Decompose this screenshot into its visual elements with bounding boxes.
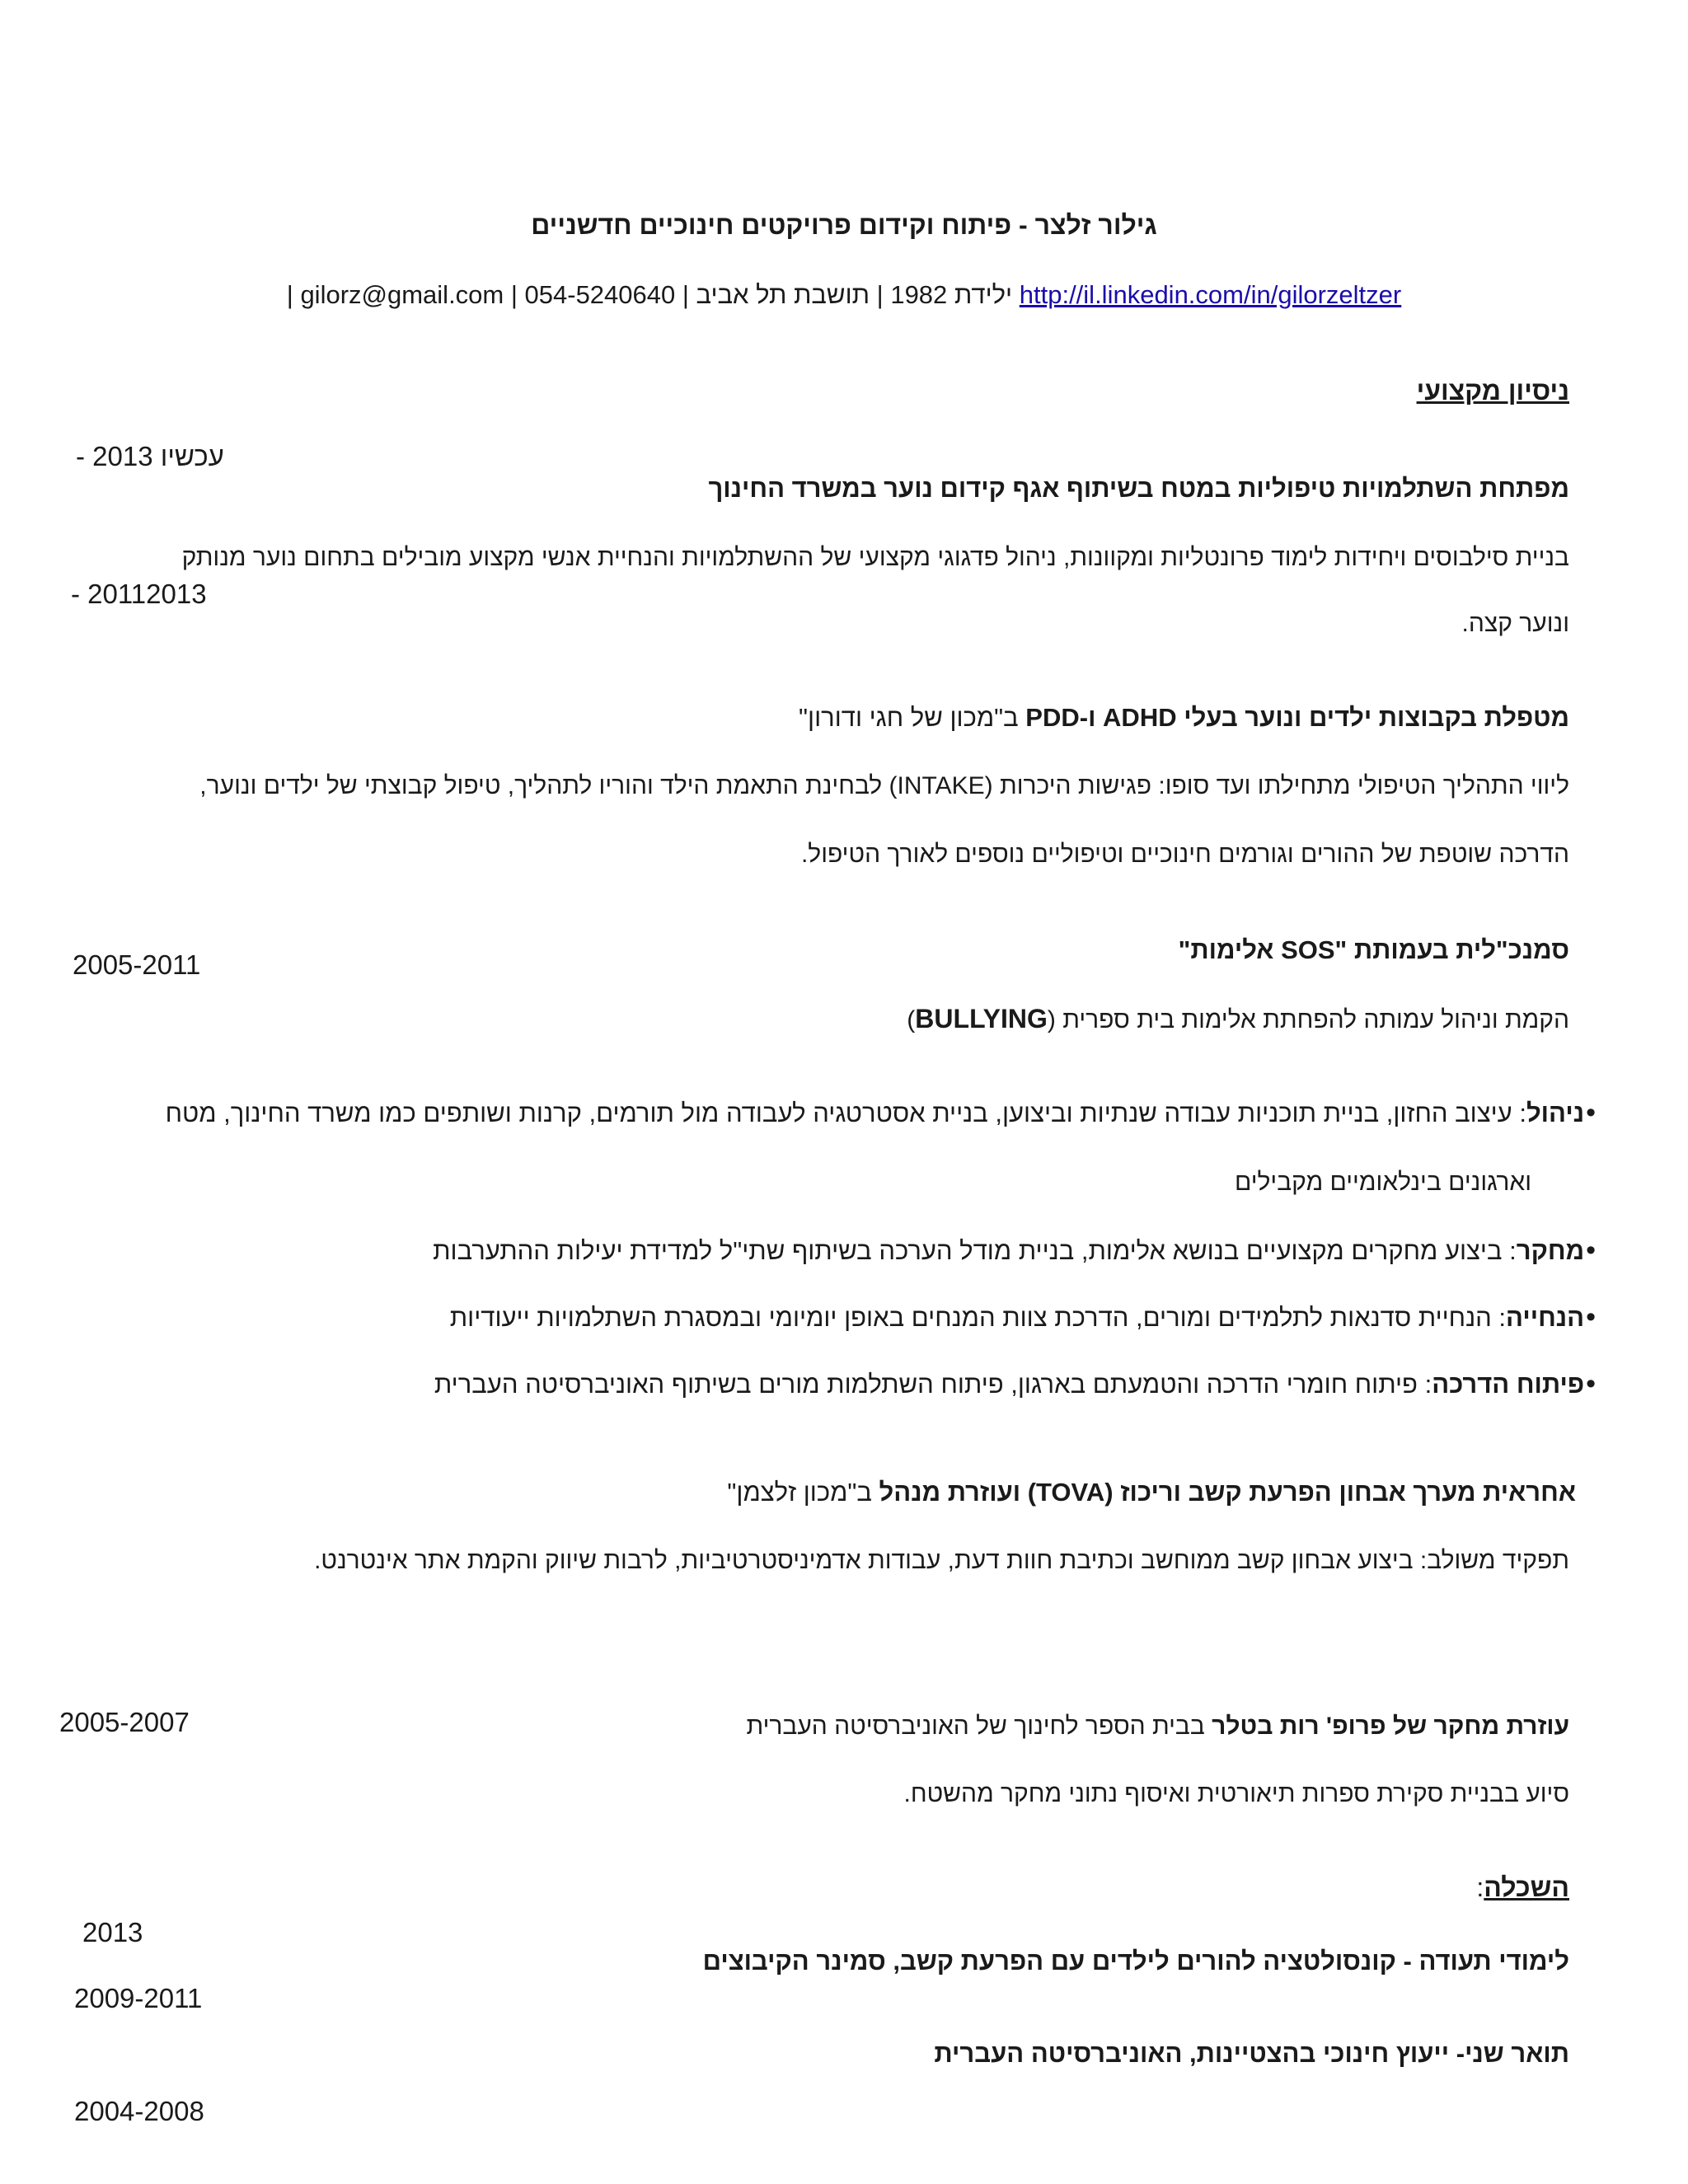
- job4-title-rest: ב"מכון זלצמן": [727, 1478, 879, 1507]
- job2-desc-line2: הדרכה שוטפת של ההורים וגורמים חינוכיים וטיפוליים נוספים לאורך הטיפול.: [800, 841, 1569, 868]
- contact-text: ילידת 1982 | תושבת תל אביב | gilorz@gmail.com | 054-5240640 |: [286, 280, 1013, 309]
- job5-title-bold: עוזרת מחקר של פרופ' רות בטלר: [1212, 1713, 1569, 1740]
- date-2005-2011: 2005-2011: [73, 949, 201, 980]
- bullet-icon: •: [1586, 1235, 1596, 1266]
- bullet-continuation: וארגונים בינלאומיים מקבילים: [1235, 1169, 1531, 1196]
- bullet-label: פיתוח הדרכה: [1432, 1370, 1585, 1399]
- job4-title: [727, 1478, 1576, 1507]
- bullet-icon: •: [1586, 1301, 1596, 1333]
- job3-desc: [907, 1004, 1569, 1034]
- job3-desc-text: הקמת וניהול עמותה להפחתת אלימות בית ספרית (: [1047, 1006, 1569, 1033]
- job2-title: [799, 703, 1569, 733]
- job2-title-rest: ב"מכון של חגי ודורון": [799, 703, 1026, 732]
- bullet-label: הנחייה: [1506, 1303, 1585, 1332]
- job5-title-rest: בבית הספר לחינוך של האוניברסיטה העברית: [746, 1713, 1212, 1740]
- job1-desc-line1: בניית סילבוסים ויחידות לימוד פרונטליות ומקוונות, ניהול פדגוגי מקצועי של ההשתלמויות והנחיית אנשי מקצוע מובילים בתחום נוער מנותק: [181, 544, 1569, 571]
- job3-desc-close: ): [907, 1006, 916, 1033]
- job2-desc-line1: ליווי התהליך הטיפולי מתחילתו ועד סופו: פגישות היכרות (INTAKE) לבחינת התאמת הילד והוריו לתהליך, טיפול קבוצתי של ילדים ונוער,: [199, 772, 1569, 799]
- education-heading-text: השכלה: [1484, 1872, 1569, 1902]
- education-item-2: תואר שני- ייעוץ חינוכי בהצטיינות, האוניברסיטה העברית: [934, 2039, 1569, 2068]
- date-2009-2011: 2009-2011: [74, 1983, 203, 2013]
- date-2005-2007: 2005-2007: [59, 1707, 190, 1737]
- bullet-item: [166, 1099, 1596, 1128]
- job3-title: סמנכ"לית בעמותת "SOS אלימות": [1178, 935, 1569, 964]
- bullet-icon: •: [1586, 1097, 1596, 1128]
- page-title: גילור זלצר - פיתוח וקידום פרויקטים חינוכיים חדשניים: [531, 210, 1157, 240]
- date-2013: 2013: [82, 1917, 143, 1947]
- linkedin-link[interactable]: http://il.linkedin.com/in/gilorzeltzer: [1019, 280, 1402, 309]
- job2-title-bold: מטפלת בקבוצות ילדים ונוער בעלי ADHD ו-PDD: [1025, 703, 1569, 732]
- job4-desc: תפקיד משולב: ביצוע אבחון קשב ממוחשב וכתיבת חוות דעת, עבודות אדמיניסטרטיביות, לרבות שיווק והקמת אתר אינטרנט.: [314, 1547, 1569, 1574]
- bullet-label: ניהול: [1526, 1099, 1585, 1127]
- date-2011-2013: 20112013 -: [71, 579, 207, 609]
- date-2004-2008: 2004-2008: [74, 2096, 204, 2126]
- job5-title: [746, 1713, 1569, 1741]
- bullet-item: [450, 1303, 1596, 1333]
- job1-desc-line2: ונוער קצה.: [1461, 610, 1569, 637]
- education-heading: [1476, 1872, 1569, 1903]
- bullet-text: : ביצוע מחקרים מקצועיים בנושא אלימות, בניית מודל הערכה בשיתוף שתי"ל למדידת יעילות ההתערבות: [433, 1236, 1517, 1265]
- bullet-text: : פיתוח חומרי הדרכה והטמעתם בארגון, פיתוח השתלמות מורים בשיתוף האוניברסיטה העברית: [434, 1370, 1432, 1399]
- bullet-label: מחקר: [1516, 1236, 1585, 1265]
- date-now: עכשיו 2013 -: [76, 441, 224, 471]
- education-item-1: לימודי תעודה - קונסולטציה להורים לילדים עם הפרעת קשב, סמינר הקיבוצים: [702, 1947, 1569, 1975]
- job3-desc-word: BULLYING: [915, 1004, 1048, 1033]
- contact-line: [0, 280, 1688, 310]
- education-heading-colon: :: [1476, 1872, 1484, 1902]
- job4-title-bold: אחראית מערך אבחון הפרעת קשב וריכוז (TOVA) ועוזרת מנהל: [879, 1478, 1576, 1507]
- job1-title: מפתחת השתלמויות טיפוליות במטח בשיתוף אגף קידום נוער במשרד החינוך: [708, 474, 1569, 503]
- bullet-text: : עיצוב החזון, בניית תוכניות עבודה שנתיות וביצוען, בניית אסטרטגיה לעבודה מול תורמים, קרנות ושותפים כמו משרד החינוך, מטח: [165, 1099, 1526, 1127]
- bullet-icon: •: [1586, 1368, 1596, 1399]
- bullet-item: [433, 1236, 1596, 1266]
- experience-heading: ניסיון מקצועי: [1416, 376, 1569, 405]
- bullet-text: : הנחיית סדנאות לתלמידים ומורים, הדרכת צוות המנחים באופן יומיומי ובמסגרת השתלמויות ייעודיות: [449, 1303, 1507, 1332]
- job5-desc: סיוע בבניית סקירת ספרות תיאורטית ואיסוף נתוני מחקר מהשטח.: [903, 1780, 1569, 1807]
- bullet-item: [434, 1370, 1596, 1399]
